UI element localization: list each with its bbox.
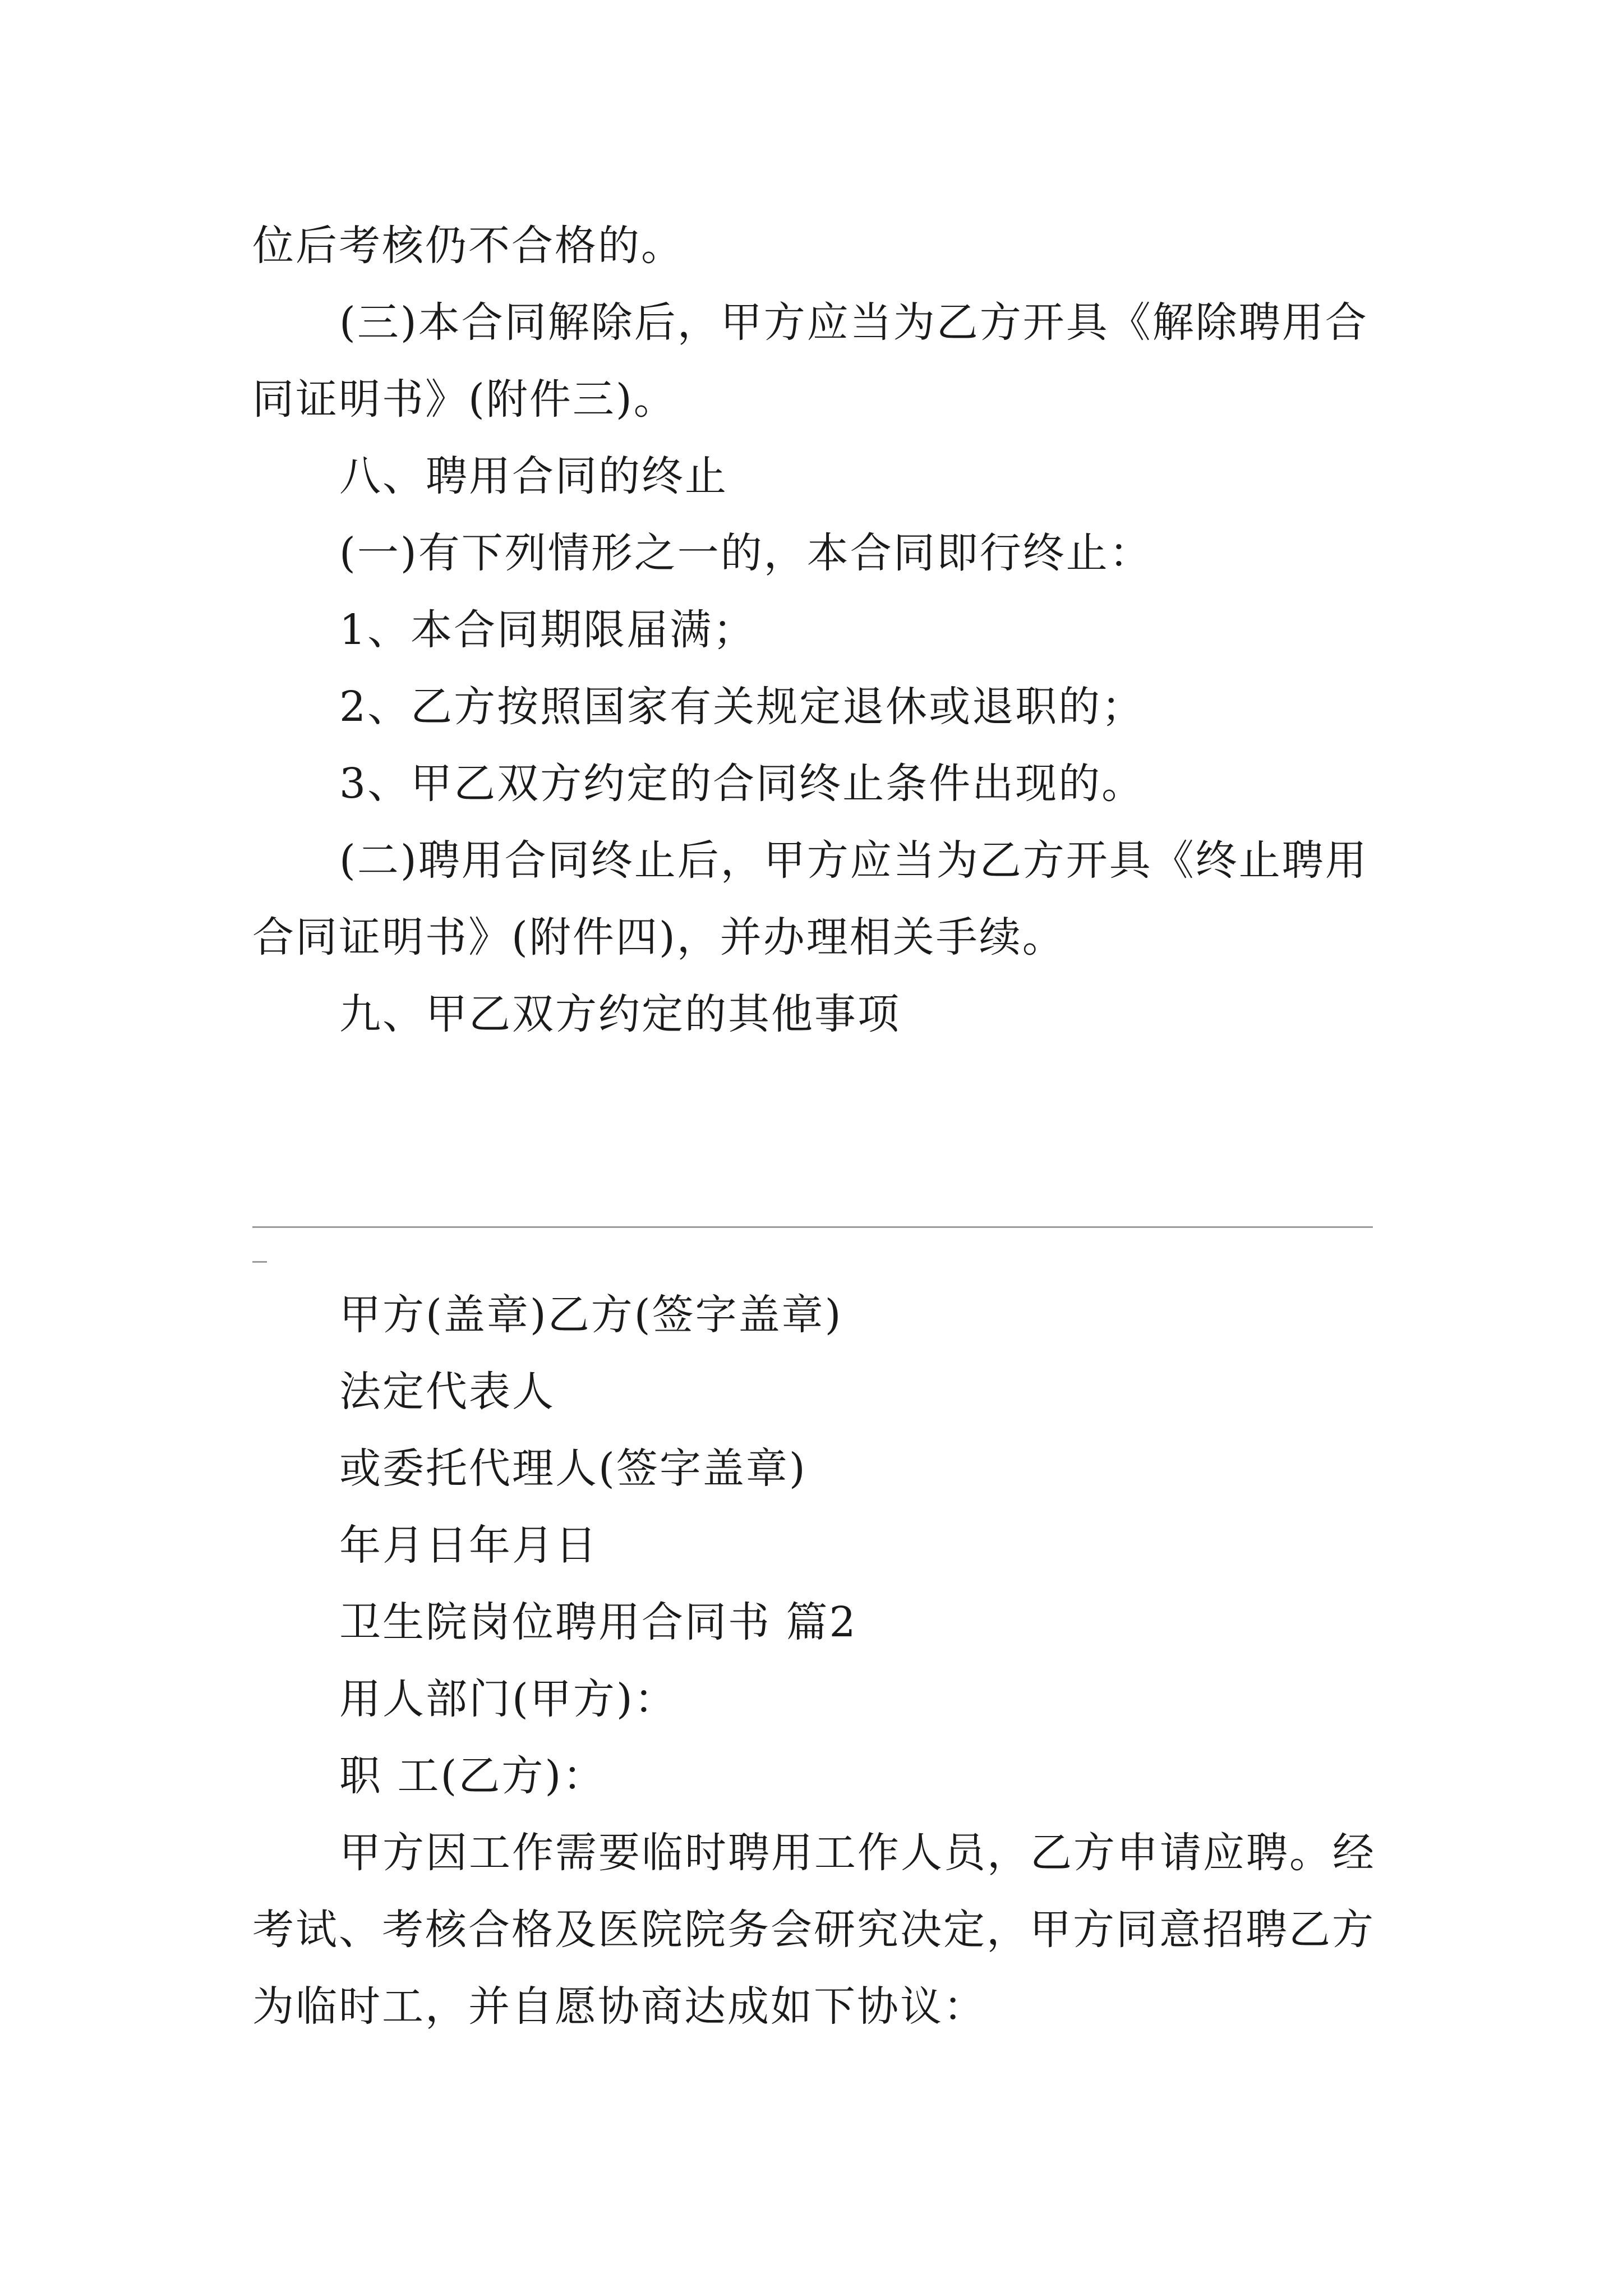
signature-line: 甲方(盖章)乙方(签字盖章) — [339, 1291, 843, 1339]
list-item: 3、甲乙双方约定的合同终止条件出现的。 — [339, 760, 1145, 808]
party-line: 用人部门(甲方)： — [339, 1675, 677, 1723]
paragraph-line: 考试、考核合格及医院院务会研究决定，甲方同意招聘乙方 — [252, 1906, 1375, 1954]
document-title: 卫生院岗位聘用合同书 篇2 — [339, 1598, 857, 1646]
paragraph-line: (一)有下列情形之一的，本合同即行终止： — [339, 529, 1152, 577]
paragraph-line: 合同证明书》(附件四)，并办理相关手续。 — [252, 913, 1066, 961]
list-item: 1、本合同期限届满； — [339, 606, 757, 654]
paragraph-line: 甲方因工作需要临时聘用工作人员，乙方申请应聘。经 — [339, 1829, 1376, 1877]
paragraph-line: (三)本合同解除后，甲方应当为乙方开具《解除聘用合 — [339, 298, 1368, 347]
divider-line — [252, 1226, 1373, 1228]
signature-line: 或委托代理人(签字盖章) — [339, 1444, 807, 1493]
divider-line-tail — [252, 1261, 267, 1263]
paragraph-line: 位后考核仍不合格的。 — [252, 222, 684, 270]
list-item: 2、乙方按照国家有关规定退休或退职的； — [339, 683, 1145, 731]
paragraph-line: 为临时工，并自愿协商达成如下协议： — [252, 1982, 986, 2031]
party-line: 职 工(乙方)： — [339, 1752, 606, 1800]
paragraph-line: (二)聘用合同终止后，甲方应当为乙方开具《终止聘用 — [339, 836, 1368, 885]
paragraph-line: 同证明书》(附件三)。 — [252, 375, 677, 424]
signature-line: 法定代表人 — [339, 1368, 555, 1416]
section-heading: 九、甲乙双方约定的其他事项 — [339, 990, 901, 1038]
section-heading: 八、聘用合同的终止 — [339, 452, 728, 500]
date-line: 年月日年月日 — [339, 1521, 598, 1570]
